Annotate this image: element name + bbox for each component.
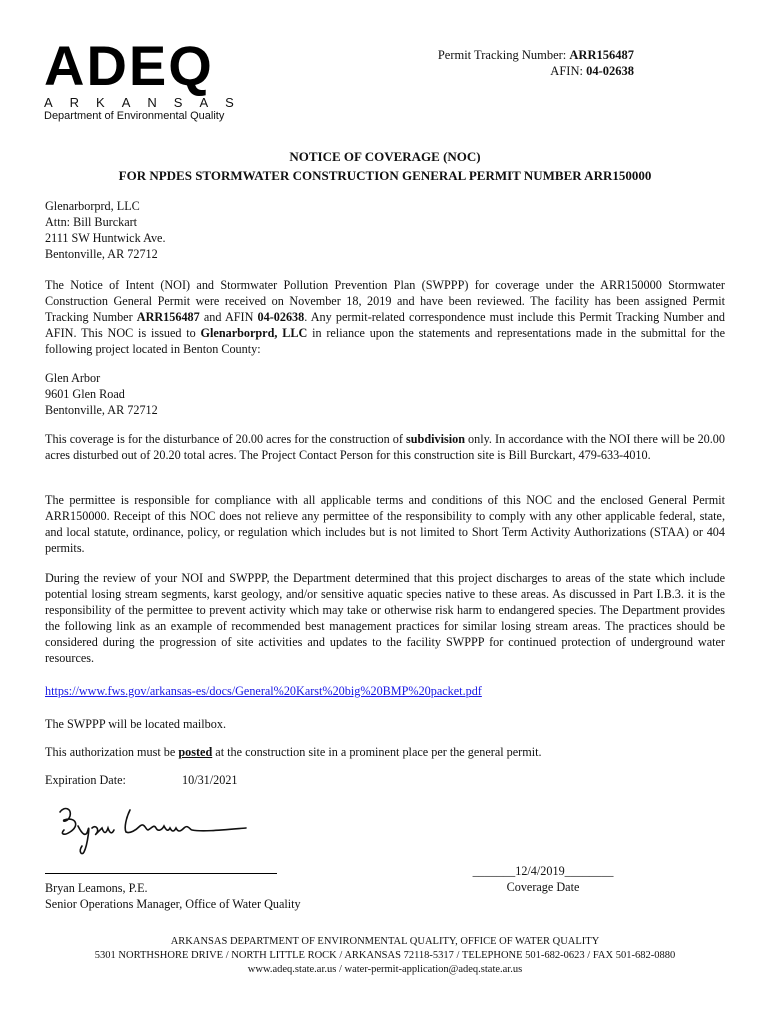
para-underlined: posted [178, 745, 213, 759]
signer-title: Senior Operations Manager, Office of Water Quality [45, 897, 301, 911]
expiration-date: 10/31/2021 [182, 773, 238, 787]
recipient-line: Bentonville, AR 72712 [45, 247, 158, 261]
coverage-date-label: Coverage Date [506, 880, 580, 894]
bmp-link-line [45, 683, 725, 699]
posting-requirement [45, 744, 725, 760]
bmp-link[interactable]: https://www.fws.gov/arkansas-es/docs/General%20Karst%20big%20BMP%20packet.pdf [45, 684, 482, 698]
project-line: Glen Arbor [45, 371, 101, 385]
footer-line-1: ARKANSAS DEPARTMENT OF ENVIRONMENTAL QUALITY, OFFICE OF WATER QUALITY [170, 936, 600, 947]
title-line-2: FOR NPDES STORMWATER CONSTRUCTION GENERAL PERMIT NUMBER ARR150000 [118, 168, 652, 183]
para-text: at the construction site in a prominent place per the general permit. [212, 745, 542, 759]
permit-tracking-label: Permit Tracking Number: [437, 48, 570, 62]
page-footer [0, 935, 770, 977]
logo-wordmark: ADEQ [44, 34, 214, 97]
handwritten-signature [52, 800, 252, 864]
paragraph-responsibility: The permittee is responsible for compliance with all applicable terms and conditions of this NOC and the enclosed General Permit ARR150000. Receipt of this NOC does not relieve any permittee of the responsibility to comply with any other applicable federal, state, and local statute, ordinance, policy, or regulation which includes but is not limited to Short Term Activity Authorizations (STAA) or 404 permits. [45, 493, 725, 555]
footer-line-3: www.adeq.state.ar.us / water-permit-application@adeq.state.ar.us [247, 964, 523, 975]
recipient-line: Glenarborprd, LLC [45, 199, 140, 213]
para-bold: subdivision [406, 432, 465, 446]
title-line-1: NOTICE OF COVERAGE (NOC) [289, 149, 481, 164]
recipient-line: Attn: Bill Burckart [45, 215, 138, 229]
paragraph-coverage [45, 431, 725, 463]
afin-label: AFIN: [550, 64, 587, 78]
paragraph-review-findings: During the review of your NOI and SWPPP, the Department determined that this project discharges to areas of the state which include potential losing stream segments, karst geology, and/or sensitive aquatic species native to these areas. As discussed in Part I.B.3. it is the responsibility of the permittee to prevent activity which may take or otherwise risk harm to endangered species. The Department provides the following link as an example of recommended best management practices for similar losing stream areas. The practices should be considered during the progression of site activities and updates to the facility SWPPP for continued protection of underground water resources. [45, 571, 725, 665]
swppp-location: The SWPPP will be located mailbox. [45, 717, 226, 731]
para-bold: Glenarborprd, LLC [200, 326, 308, 340]
afin-value: 04-02638 [586, 64, 634, 78]
project-line: Bentonville, AR 72712 [45, 403, 158, 417]
tracking-block [438, 47, 634, 79]
para-text: The Notice of Intent (NOI) and Stormwater Pollution Prevention Plan (SWPPP) for coverage under the ARR150000 Stormwater Construction General Permit were received on November 18, 2019 and have been reviewed. The facility has been assigned Permit Tracking Number [45, 278, 725, 324]
project-address [45, 370, 158, 418]
para-text: only. In accordance with the NOI there will be 20.00 acres disturbed out of 20.20 total acres. The Project Contact Person for this construction site is Bill Burckart, 479-633-4010. [45, 432, 725, 462]
permit-tracking-value: ARR156487 [569, 48, 634, 62]
logo-department: Department of Environmental Quality [44, 110, 225, 122]
para-bold: ARR156487 [136, 310, 200, 324]
para-text: and AFIN [199, 310, 258, 324]
para-text: This authorization must be [45, 745, 179, 759]
paragraph-noi-review [45, 277, 725, 357]
project-line: 9601 Glen Road [45, 387, 125, 401]
afin-line [438, 63, 634, 79]
coverage-date-block [462, 863, 624, 895]
document-title [0, 147, 770, 185]
recipient-address [45, 198, 166, 262]
signer-name: Bryan Leamons, P.E. [45, 881, 148, 895]
signer-block [45, 880, 301, 912]
footer-line-2: 5301 NORTHSHORE DRIVE / NORTH LITTLE ROCK / ARKANSAS 72118-5317 / TELEPHONE 501-682-0623 / FAX 501-682-0880 [94, 950, 676, 961]
para-bold: 04-02638 [257, 310, 305, 324]
recipient-line: 2111 SW Huntwick Ave. [45, 231, 166, 245]
logo-state: ARKANSAS [44, 95, 251, 110]
para-text: . Any permit-related correspondence must include this Permit Tracking Number and AFIN. This NOC is issued to [45, 310, 726, 340]
adeq-logo [44, 34, 254, 123]
signature-line [45, 873, 277, 874]
para-text: This coverage is for the disturbance of 20.00 acres for the construction of [45, 432, 407, 446]
coverage-date: _______12/4/2019________ [472, 864, 614, 878]
expiration-label: Expiration Date: [45, 773, 126, 787]
para-text: in reliance upon the statements and representations made in the submittal for the following project located in Benton County: [45, 326, 725, 356]
permit-tracking-line [438, 47, 634, 63]
